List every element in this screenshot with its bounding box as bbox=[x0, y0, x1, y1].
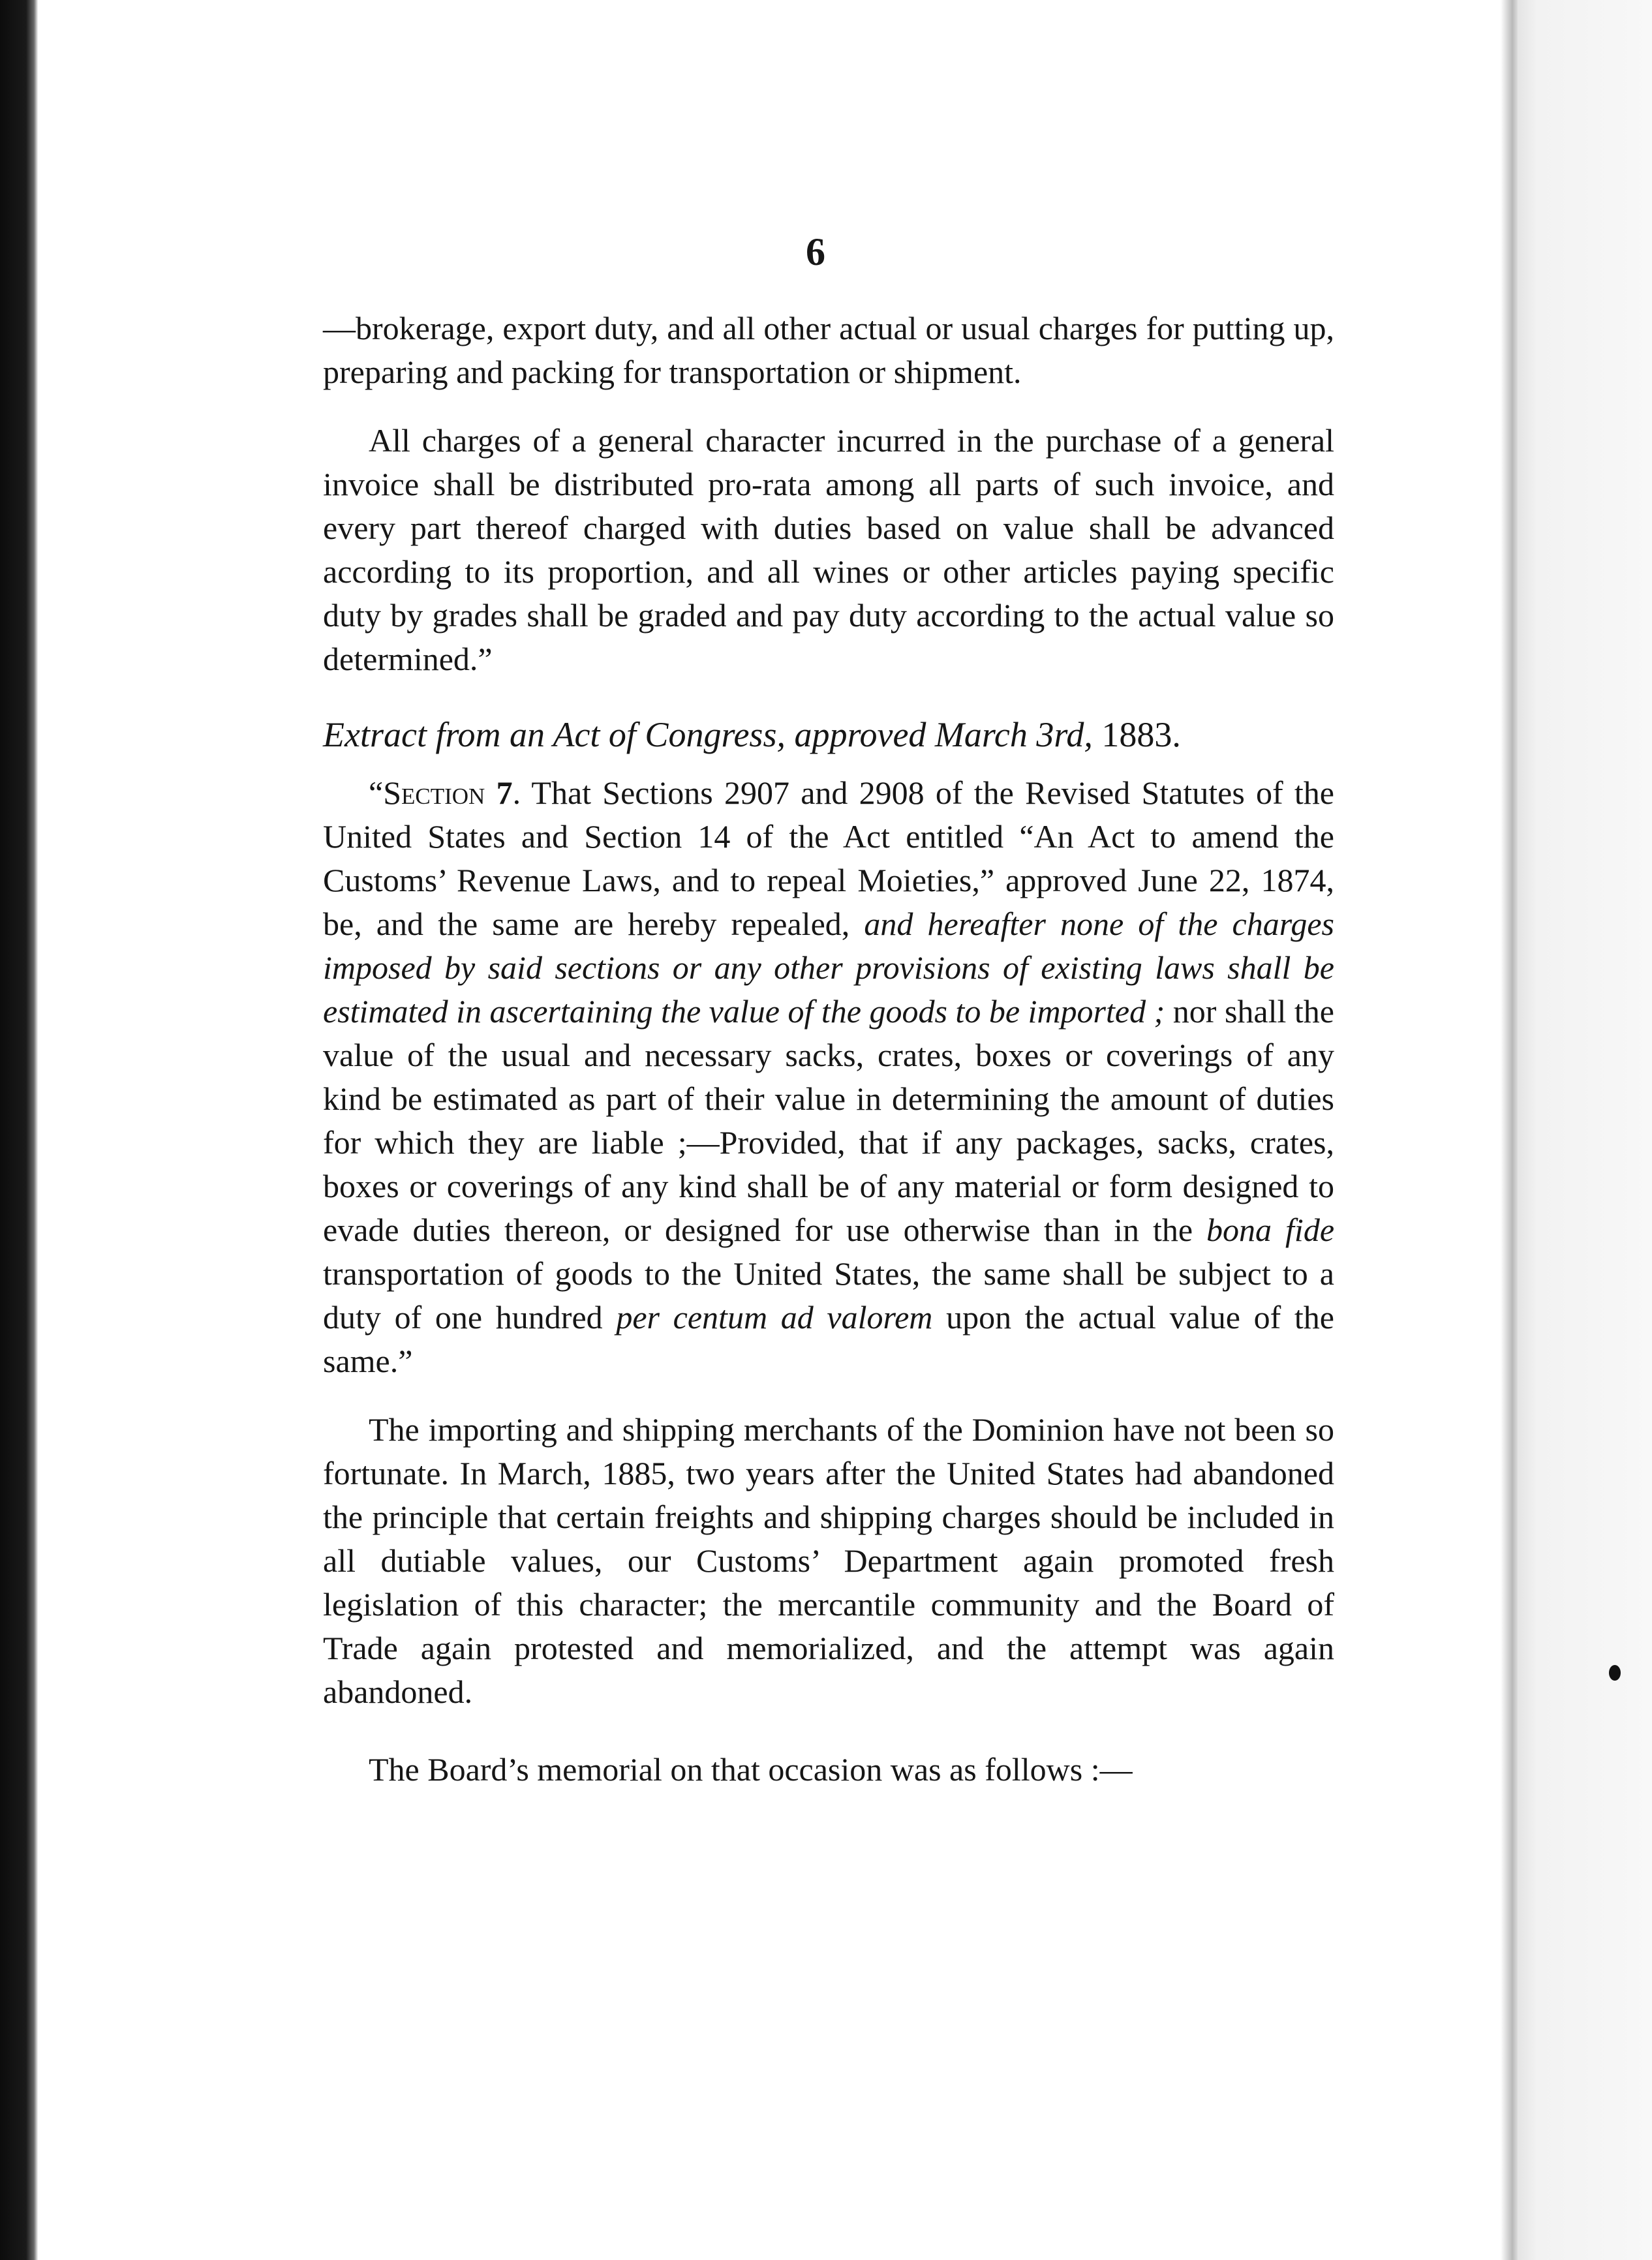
section-7-paragraph bbox=[323, 771, 1334, 1383]
section-text-a: . That Sections 2907 and 2908 of the Revised Statutes of the United States and Section 14 of the Act entitled “An Act to amend the Customs’ Revenue Laws, and to repeal Moieties,” approved June 22, 1874, be, and the same are hereby repealed, bbox=[323, 774, 1334, 942]
extract-heading bbox=[323, 711, 1334, 758]
extract-heading-year: 1883. bbox=[1101, 715, 1181, 754]
dominion-paragraph: The importing and shipping merchants of the Dominion have not been so fortunate. In March, 1885, two years after the United States had abandoned the principle that certain freights and shipping charges should be included in all dutiable values, our Customs’ Department again promoted fresh legislation of this character; the mercantile community and the Board of Trade again protested and memorialized, and the attempt was again abandoned. bbox=[323, 1411, 1334, 1710]
section-number: 7 bbox=[496, 774, 513, 811]
section-text-e: transportation of goods to the United States, the same shall be subject to a duty of one hundred bbox=[323, 1255, 1334, 1336]
section-label: Section bbox=[383, 774, 485, 811]
general-charges-paragraph: All charges of a general character incurred in the purchase of a general invoice shall be distributed pro-rata among all parts of such invoice, and every part thereof charged with duties based on value shall be advanced according to its proportion, and all wines or other articles paying specific duty by grades shall be graded and pay duty according to the actual value so determined.” bbox=[323, 422, 1334, 677]
scan-edge-right bbox=[1518, 0, 1652, 2260]
section-italic-clause: and hereafter none of the charges imposed by said sections or any other provisions of existing laws shall be estimated in ascertaining the value of the goods to be imported ; bbox=[323, 906, 1334, 1030]
page-body bbox=[323, 307, 1334, 1792]
section-text-g: upon the actual value of the same.” bbox=[323, 1299, 1334, 1379]
continuation-paragraph: —brokerage, export duty, and all other actual or usual charges for putting up, preparing and packing for transportation or shipment. bbox=[323, 310, 1334, 390]
section-text-c: nor shall the value of the usual and necessary sacks, crates, boxes or coverings of any kind be estimated as part of their value in determining the amount of duties for which they are liable ;—Provided, that if any packages, sacks, crates, boxes or coverings of any kind shall be of any material or form designed to evade duties thereon, or designed for use otherwise than in the bbox=[323, 993, 1335, 1248]
page-number: 6 bbox=[806, 230, 825, 273]
ink-speck bbox=[1609, 1665, 1621, 1681]
bona-fide-italic: bona fide bbox=[1206, 1212, 1335, 1248]
page-fold-shadow bbox=[1501, 0, 1518, 2260]
memorial-intro: The Board’s memorial on that occasion was as follows :— bbox=[369, 1751, 1133, 1788]
scan-edge-left bbox=[0, 0, 38, 2260]
extract-heading-text: Extract from an Act of Congress, approved March 3rd, bbox=[323, 715, 1093, 754]
per-centum-italic: per centum ad valorem bbox=[616, 1299, 933, 1336]
open-quote: “ bbox=[369, 774, 384, 811]
